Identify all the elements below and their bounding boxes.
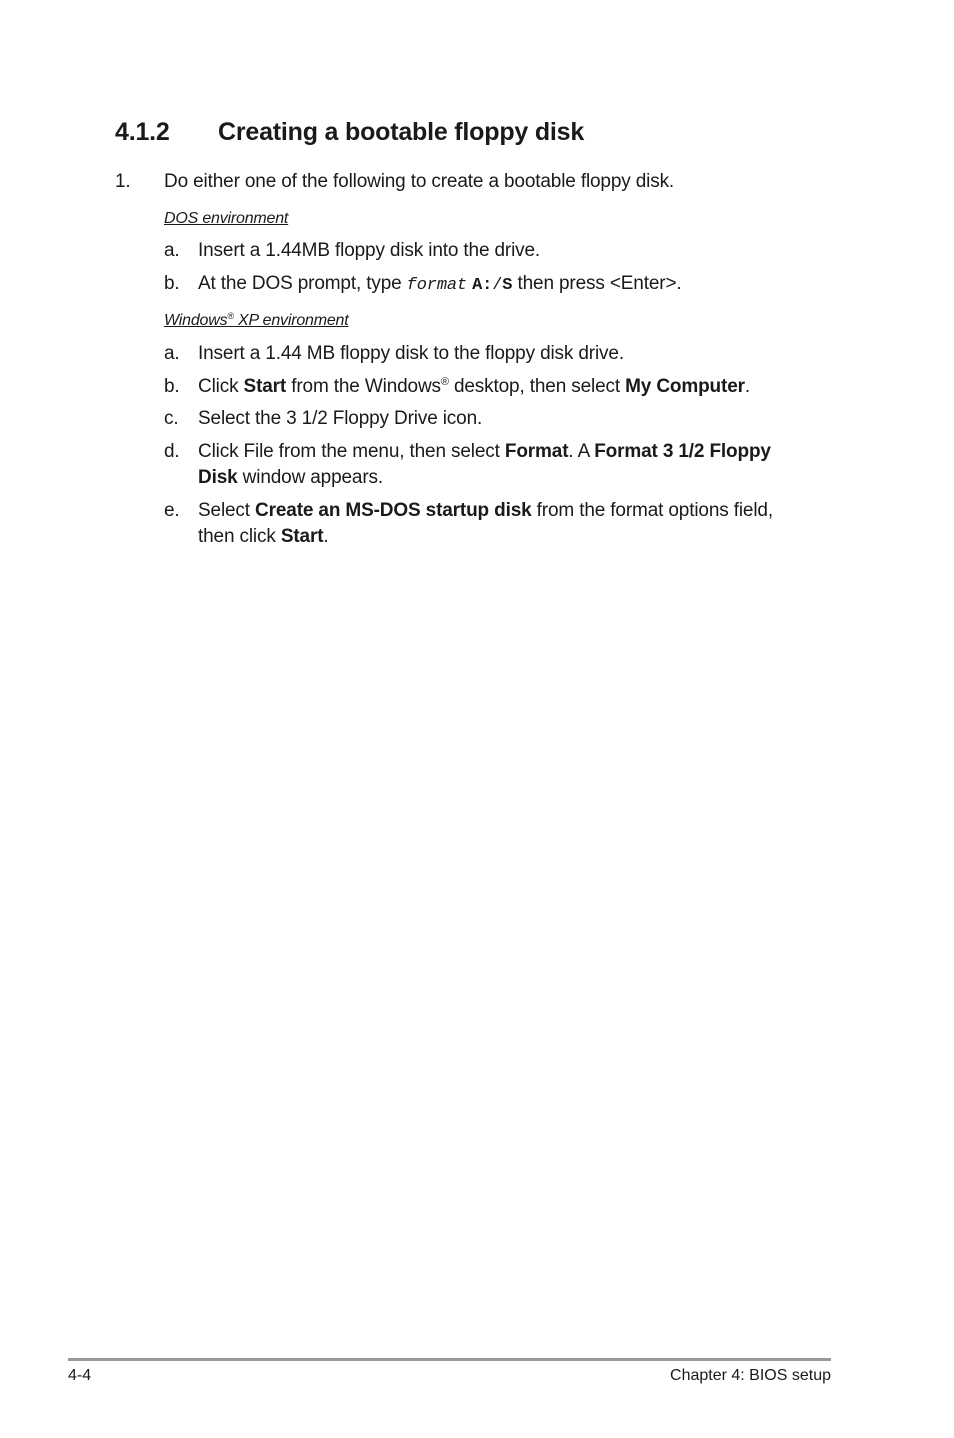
win-step-d-t1: Click File from the menu, then select <box>198 441 505 462</box>
section-heading <box>115 118 584 147</box>
step-1 <box>115 170 675 194</box>
win-step-e <box>164 499 773 547</box>
windows-heading-pre: Windows <box>164 312 228 329</box>
win-step-a-text: Insert a 1.44 MB floppy disk to the floppy disk drive. <box>198 343 624 364</box>
step-1-text: Do either one of the following to create a bootable floppy disk. <box>164 171 675 192</box>
page-number: 4-4 <box>68 1367 92 1384</box>
start-label: Start <box>243 376 287 397</box>
format-window-label: Format 3 1/2 Floppy <box>594 441 771 462</box>
win-step-b-marker: b. <box>164 376 180 397</box>
win-step-c-text: Select the 3 1/2 Floppy Drive icon. <box>198 408 483 429</box>
win-step-e-marker: e. <box>164 500 180 521</box>
dos-step-b-after: then press <Enter>. <box>512 273 682 294</box>
section-title: Creating a bootable floppy disk <box>218 118 585 146</box>
win-step-d <box>164 440 771 488</box>
win-step-e-line2 <box>198 525 329 549</box>
chapter-label: Chapter 4: BIOS setup <box>670 1367 831 1384</box>
format-system-arg: S <box>502 276 513 295</box>
format-command: format <box>406 276 467 295</box>
windows-xp-environment-heading <box>164 312 349 330</box>
dos-step-b-marker: b. <box>164 273 180 294</box>
win-step-b-text <box>198 375 750 399</box>
windows-heading-post: XP environment <box>233 312 349 329</box>
section-number: 4.1.2 <box>115 118 170 146</box>
win-step-e-t1: Select <box>198 500 256 521</box>
footer-divider <box>68 1358 831 1361</box>
win-step-e-line1 <box>198 499 773 523</box>
win-step-b-t3: desktop, then select <box>448 376 626 397</box>
my-computer-label: My Computer <box>625 376 745 397</box>
win-step-d-line2 <box>198 466 383 490</box>
dos-step-a-text: Insert a 1.44MB floppy disk into the drive. <box>198 240 541 261</box>
win-step-d-t3: window appears. <box>237 467 384 488</box>
dos-step-a <box>164 239 541 263</box>
format-window-label-cont: Disk <box>198 467 238 488</box>
registered-mark: ® <box>440 376 449 388</box>
format-slash: / <box>492 276 503 295</box>
step-1-marker: 1. <box>115 171 131 192</box>
win-step-c-marker: c. <box>164 408 179 429</box>
dos-step-b-before: At the DOS prompt, type <box>198 273 407 294</box>
format-label: Format <box>504 441 569 462</box>
dos-step-a-marker: a. <box>164 240 180 261</box>
win-step-e-t3: then click <box>198 526 281 547</box>
win-step-d-line1 <box>198 440 771 464</box>
win-step-e-t2: from the format options field, <box>531 500 773 521</box>
create-startup-disk-label: Create an MS-DOS startup disk <box>255 500 532 521</box>
win-step-a <box>164 342 624 366</box>
win-step-b-t2: from the Windows <box>286 376 441 397</box>
win-step-a-marker: a. <box>164 343 180 364</box>
format-drive-arg: A: <box>472 276 493 295</box>
dos-environment-heading: DOS environment <box>164 210 289 227</box>
win-step-c <box>164 407 483 431</box>
win-step-d-marker: d. <box>164 441 180 462</box>
win-step-e-t4: . <box>323 526 329 547</box>
win-step-b-t1: Click <box>198 376 244 397</box>
win-step-d-t2: . A <box>568 441 595 462</box>
win-step-b-t4: . <box>744 376 750 397</box>
start-label: Start <box>280 526 324 547</box>
dos-step-b-text <box>198 272 682 298</box>
dos-step-b <box>164 272 682 296</box>
registered-mark: ® <box>227 311 234 321</box>
win-step-b <box>164 375 750 399</box>
